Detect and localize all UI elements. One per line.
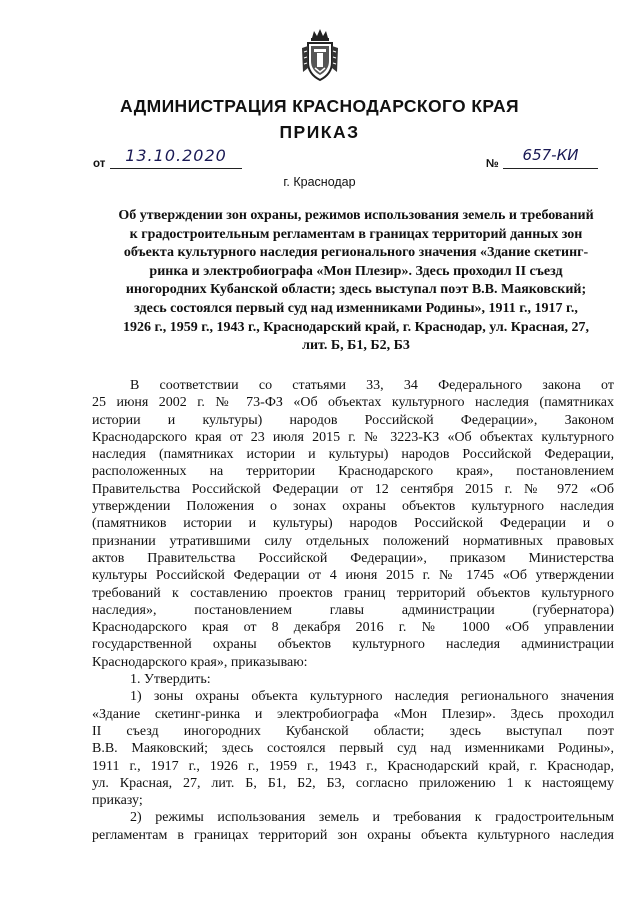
body-line: наследия (памятниках истории и культуры) народов Российской Федерации,: [92, 447, 614, 463]
body-line: приказу;: [92, 793, 143, 809]
body-line: признании утратившими силу отдельных положений нормативных правовых: [92, 533, 614, 549]
date-field: 13.10.2020: [110, 146, 242, 169]
city-label: г. Краснодар: [283, 175, 356, 189]
body-line: (памятников истории и культуры) народов Российской Федерации и о: [92, 516, 614, 532]
body-line: Краснодарского края от 23 июля 2015 г. № 3223-КЗ «Об объектах культурного: [92, 429, 614, 445]
body-line: актов Правительства Российской Федерации», приказом Министерства: [92, 550, 614, 566]
body-line: утверждении Положения о зонах охраны объектов культурного наследия: [92, 499, 614, 515]
body-line: государственной охраны объектов культурного наследия администрации: [92, 637, 614, 653]
title-line: ринка и электробиографа «Мон Плезир». Здесь проходил II съезд: [149, 263, 563, 279]
title-line: к градостроительным регламентам в границах территорий данных зон: [129, 226, 583, 242]
body-line: ул. Красная, 27, лит. Б, Б1, Б2, Б3, согласно приложению 1 к настоящему: [92, 775, 614, 791]
body-line: 1911 г., 1917 г., 1926 г., 1959 г., 1943 г., Краснодарский край, г. Краснодар,: [92, 758, 614, 774]
body-line: 1. Утвердить:: [130, 672, 211, 688]
body-line: требований к составлению проектов границ территорий объектов культурного: [92, 585, 614, 601]
coat-of-arms-icon-graphic: [298, 28, 342, 84]
body-line: 25 июня 2002 г. № 73-ФЗ «Об объектах культурного наследия (памятниках: [92, 395, 614, 411]
date-label: от: [93, 158, 106, 170]
number-field: 657-КИ: [503, 146, 598, 169]
body-line: наследия», постановлением главы администрации (губернатора): [92, 602, 614, 618]
title-line: объекта культурного наследия регионального значения «Здание скетинг-: [123, 245, 589, 261]
title-line: иногородних Кубанской области; здесь выступал поэт В.В. Маяковский;: [125, 282, 587, 298]
body-line: II съезд иногородних Кубанской области; здесь выступал поэт: [92, 723, 614, 739]
body-line: культуры Российской Федерации от 4 июня 2015 г. № 1745 «Об утверждении: [92, 568, 614, 584]
coat-of-arms-icon: [0, 28, 639, 84]
body-line: В соответствии со статьями 33, 34 Федерального закона от: [130, 378, 614, 393]
body-line: В.В. Маяковский; здесь состоялся первый суд над изменниками Родины»,: [92, 741, 614, 757]
title-line: Об утверждении зон охраны, режимов использования земель и требований: [118, 208, 594, 223]
organization-name: АДМИНИСТРАЦИЯ КРАСНОДАРСКОГО КРАЯ: [120, 96, 519, 116]
title-line: здесь состоялся первый суд над изменниками Родины», 1911 г., 1917 г.,: [134, 300, 578, 316]
body-line: 1) зоны охраны объекта культурного наследия регионального значения: [130, 689, 614, 705]
body-line: регламентам в границах территорий зон охраны объекта культурного наследия: [92, 827, 614, 843]
document-type: ПРИКАЗ: [279, 122, 360, 142]
body-line: истории и культуры) народов Российской Федерации», Законом: [92, 412, 614, 428]
body-line: 2) режимы использования земель и требования к градостроительным: [130, 810, 614, 826]
body-line: Правительства Российской Федерации от 12 сентября 2015 г. № 972 «Об: [92, 481, 614, 497]
document-body: [92, 377, 614, 844]
body-line: Краснодарского края от 8 декабря 2016 г. № 1000 «Об управлении: [92, 620, 614, 636]
number-label: №: [486, 158, 499, 170]
title-line: 1926 г., 1959 г., 1943 г., Краснодарский край, г. Краснодар, ул. Красная, 27,: [122, 319, 590, 335]
body-line: расположенных на территории Краснодарского края», постановлением: [92, 464, 614, 480]
document-title: [96, 207, 616, 356]
title-line: лит. Б, Б1, Б2, Б3: [302, 338, 410, 354]
body-line: Краснодарского края», приказываю:: [92, 654, 308, 670]
body-line: «Здание скетинг-ринка и электробиографа «Мон Плезир». Здесь проходил: [92, 706, 614, 722]
